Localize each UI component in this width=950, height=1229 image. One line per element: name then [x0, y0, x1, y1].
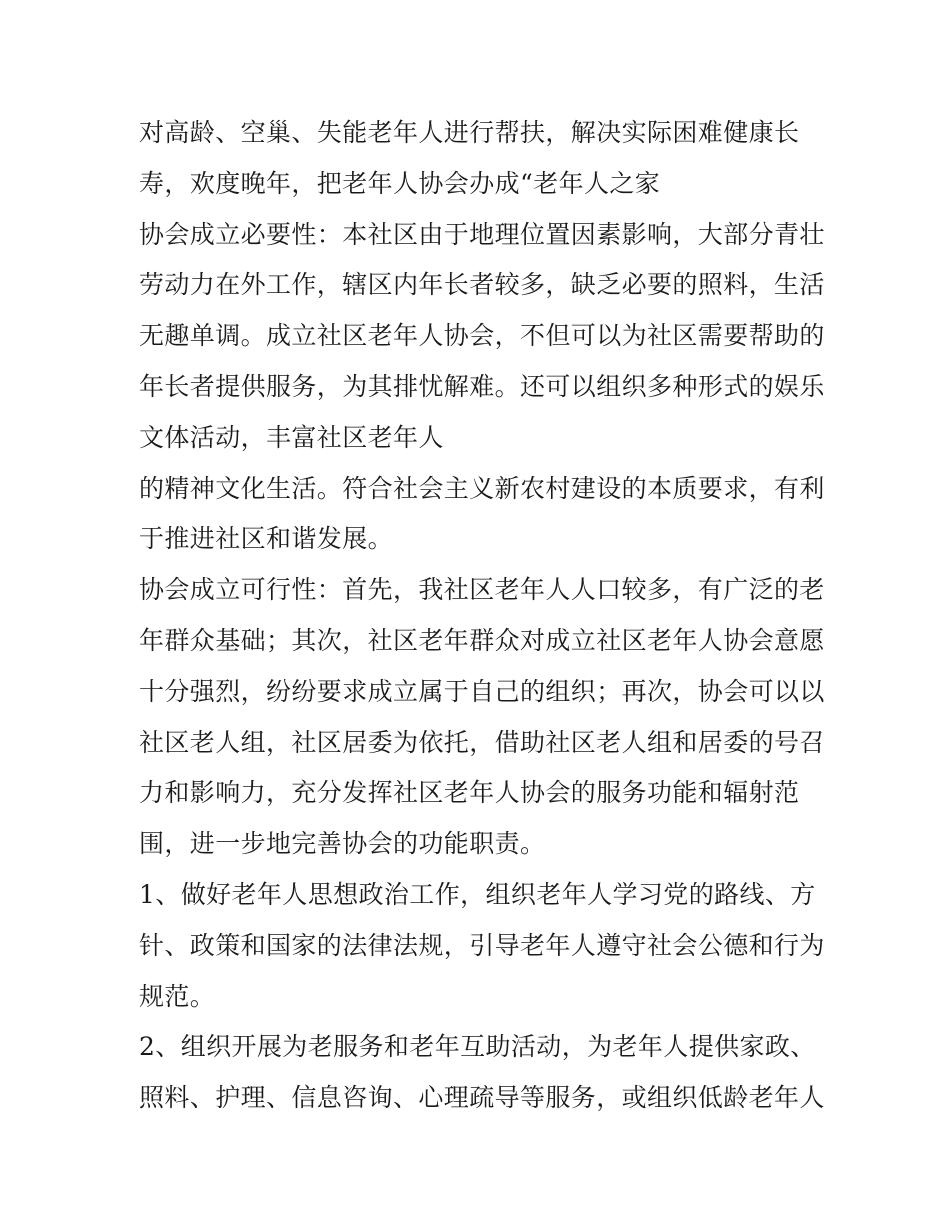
- text-line: 社区老人组，社区居委为依托，借助社区老人组和居委的号召: [139, 727, 825, 757]
- text-line: 劳动力在外工作，辖区内年长者较多，缺乏必要的照料，生活: [139, 270, 825, 300]
- text-line: 年长者提供服务，为其排忧解难。还可以组织多种形式的娱乐: [139, 371, 825, 401]
- text-line: 针、政策和国家的法律法规，引导老年人遵守社会公德和行为: [139, 930, 825, 960]
- text-line: 规范。: [139, 981, 216, 1011]
- text-line: 寿，欢度晚年，把老年人协会办成“老年人之家: [139, 168, 661, 198]
- document-body: [139, 108, 825, 1124]
- text-line: 协会成立必要性：本社区由于地理位置因素影响，大部分青壮: [139, 219, 825, 249]
- text-line: 的精神文化生活。符合社会主义新农村建设的本质要求，有利: [139, 473, 825, 503]
- text-line: 照料、护理、信息咨询、心理疏导等服务，或组织低龄老年人: [139, 1083, 825, 1113]
- text-line: 文体活动，丰富社区老年人: [139, 422, 444, 452]
- text-line: 对高龄、空巢、失能老年人进行帮扶，解决实际困难健康长: [139, 118, 800, 147]
- text-line: 协会成立可行性：首先，我社区老年人人口较多，有广泛的老: [139, 575, 825, 605]
- text-line: 1、做好老年人思想政治工作，组织老年人学习党的路线、方: [139, 879, 816, 909]
- text-line: 年群众基础；其次，社区老年群众对成立社区老年人协会意愿: [139, 625, 825, 655]
- text-line: 无趣单调。成立社区老年人协会，不但可以为社区需要帮助的: [139, 321, 825, 351]
- text-line: 2、组织开展为老服务和老年互助活动，为老年人提供家政、: [139, 1032, 816, 1062]
- text-line: 十分强烈，纷纷要求成立属于自己的组织；再次，协会可以以: [139, 676, 825, 706]
- text-line: 力和影响力，充分发挥社区老年人协会的服务功能和辐射范: [139, 778, 800, 808]
- text-line: 于推进社区和谐发展。: [139, 524, 394, 554]
- text-line: 围，进一步地完善协会的功能职责。: [139, 829, 546, 859]
